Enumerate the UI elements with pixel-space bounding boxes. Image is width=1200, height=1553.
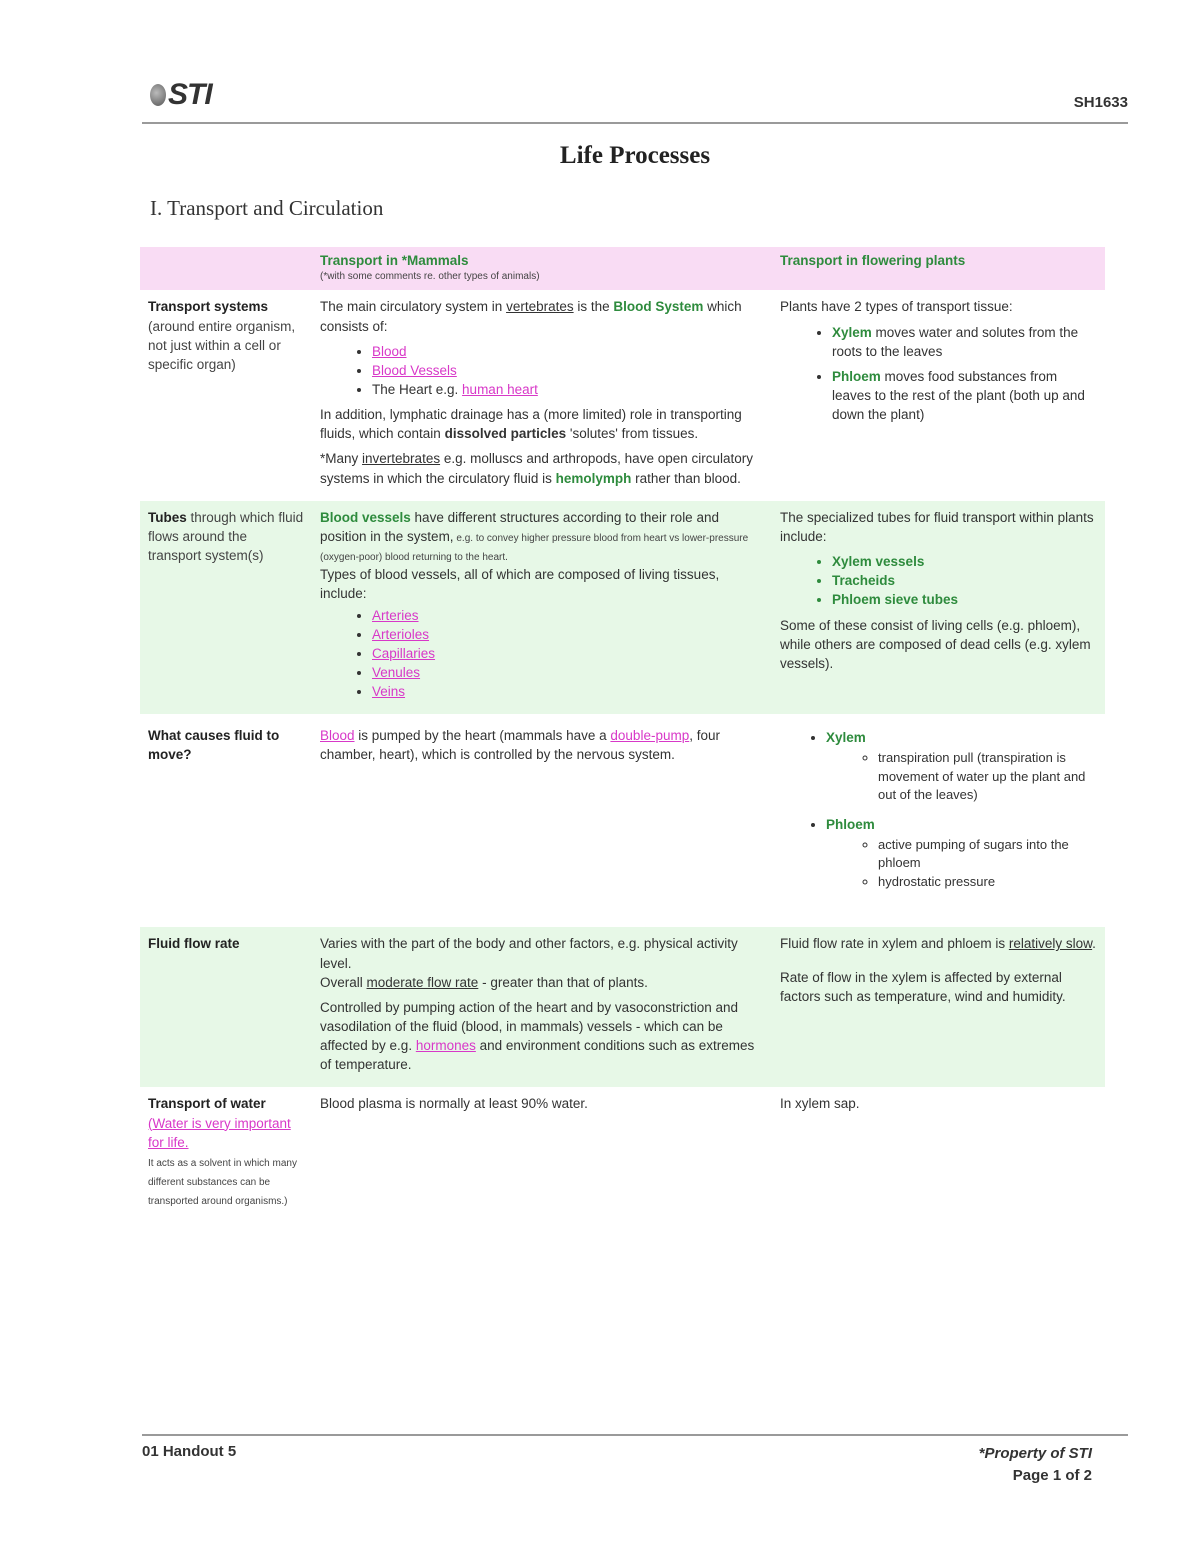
paragraph: Varies with the part of the body and other factors, e.g. physical activity level. — [320, 936, 738, 971]
list — [320, 342, 764, 399]
property-note: *Property of STI — [978, 1445, 1092, 1462]
paragraph: Some of these consist of living cells (e.g. phloem), while others are composed of dead cells (e.g. xylem vessels). — [780, 617, 1091, 671]
list — [780, 552, 1097, 609]
row-label — [140, 927, 312, 1087]
plants-cell: In xylem sap. — [780, 1096, 860, 1112]
list-item: ◦ hydrostatic pressure — [878, 873, 1097, 891]
list-item: • Phloem ◦ active pumping of sugars into the phloem ◦ hydrostatic pressure — [826, 815, 1097, 892]
list-item — [372, 625, 764, 644]
list-item: • Xylem vessels — [832, 552, 1097, 571]
handout-label: 01 Handout 5 — [142, 1443, 237, 1460]
row-head: Transport of water — [148, 1096, 266, 1112]
paragraph: Controlled by pumping action of the heart and by vasoconstriction and vasodilation of the fluid (blood, in mammals) vessels - which can be affected by e.g. hormones and environment conditions such as extremes of temperature. — [320, 999, 755, 1073]
paragraph: Rate of flow in the xylem is affected by external factors such as temperature, wind and humidity. — [780, 969, 1066, 1004]
table-row — [140, 290, 1105, 500]
list-item — [372, 682, 764, 701]
paragraph: Types of blood vessels, all of which are composed of living tissues, include: — [320, 567, 720, 602]
list-item — [372, 361, 764, 380]
header-mammals — [312, 247, 772, 290]
mammals-cell — [312, 501, 772, 715]
hormones-link[interactable]: hormones — [415, 1038, 476, 1054]
list-item: • The Heart e.g. human heart — [372, 380, 764, 399]
arteries-link[interactable]: Arteries — [372, 607, 419, 623]
list-item — [372, 663, 764, 682]
blood-vessels-link[interactable]: Blood Vessels — [372, 362, 457, 378]
plants-cell — [772, 927, 1105, 1087]
list-item: • Phloem moves food substances from leaves to the rest of the plant (both up and down the plant) — [832, 367, 1097, 424]
sub-list — [826, 749, 1097, 804]
paragraph: In addition, lymphatic drainage has a (more limited) role in transporting fluids, which contain dissolved particles 'solutes' from tissues. — [320, 407, 742, 442]
sti-logo: STI — [150, 78, 212, 112]
invertebrates-link[interactable]: invertebrates — [362, 451, 441, 467]
plants-cell — [772, 714, 1105, 927]
row-label — [140, 501, 312, 715]
row-head: Fluid flow rate — [148, 936, 240, 952]
row-sub: (around entire organism, not just within a cell or specific organ) — [148, 318, 296, 372]
list-item: • Xylem moves water and solutes from the roots to the leaves — [832, 323, 1097, 361]
row-note: It acts as a solvent in which many different substances can be transported around organisms.) — [148, 1157, 297, 1208]
table-row — [140, 927, 1105, 1087]
table-row — [140, 501, 1105, 715]
row-sub: through which fluid flows around the transport system(s) — [148, 509, 304, 564]
row-head: Tubes — [148, 509, 187, 525]
blood-link[interactable]: Blood — [372, 343, 407, 359]
list-item: ◦ transpiration pull (transpiration is movement of water up the plant and out of the leaves) — [878, 749, 1097, 804]
arterioles-link[interactable]: Arterioles — [372, 626, 430, 642]
header-plants — [772, 247, 1105, 290]
mammals-cell — [312, 927, 772, 1087]
list-item: • Xylem ◦ transpiration pull (transpiration is movement of water up the plant and out of the leaves) — [826, 728, 1097, 805]
page-number: Page 1 of 2 — [1012, 1466, 1092, 1484]
page-title: Life Processes — [559, 142, 711, 169]
document-code: SH1633 — [1073, 94, 1128, 111]
comparison-table — [140, 247, 1105, 1216]
mammals-cell: Blood plasma is normally at least 90% water. — [320, 1096, 588, 1112]
list-item: • Phloem sieve tubes — [832, 590, 1097, 609]
row-label — [140, 714, 312, 927]
list-item — [372, 606, 764, 625]
section-heading: I. Transport and Circulation — [150, 196, 384, 220]
double-pump-link[interactable]: double-pump — [610, 728, 690, 744]
footer-rule — [142, 1434, 1128, 1436]
table-header-row — [140, 247, 1105, 290]
plants-cell — [772, 501, 1105, 715]
header-mammals-note: (*with some comments re. other types of animals) — [320, 271, 540, 283]
header-empty-cell — [140, 247, 312, 290]
vertebrates-link[interactable]: vertebrates — [506, 299, 574, 315]
paragraph: Fluid flow rate in xylem and phloem is relatively slow. — [780, 936, 1096, 952]
mammals-cell — [312, 714, 772, 927]
paragraph: Blood vessels have different structures according to their role and position in the system, e.g. to convey higher pressure blood from heart vs lower-pressure (oxygen-poor) blood returning to the heart. — [320, 509, 749, 564]
list-item — [372, 342, 764, 361]
paragraph: The main circulatory system in vertebrates is the Blood System which consists of: — [320, 299, 742, 334]
plants-cell — [772, 290, 1105, 500]
globe-icon — [150, 84, 166, 106]
table-row — [140, 714, 1105, 927]
list — [780, 323, 1097, 425]
table-row — [140, 1087, 1105, 1216]
row-label — [140, 290, 312, 500]
list — [780, 728, 1097, 891]
list-item: • Tracheids — [832, 571, 1097, 590]
list — [320, 606, 764, 702]
blood-link[interactable]: Blood — [320, 728, 355, 744]
row-head: Transport systems — [148, 299, 269, 315]
paragraph: Plants have 2 types of transport tissue: — [780, 299, 1013, 315]
row-label — [140, 1087, 312, 1216]
paragraph: Blood is pumped by the heart (mammals have a double-pump, four chamber, heart), which is controlled by the nervous system. — [320, 728, 720, 763]
header-plants-title: Transport in flowering plants — [780, 253, 966, 268]
sub-list — [826, 836, 1097, 891]
veins-link[interactable]: Veins — [372, 684, 406, 700]
venules-link[interactable]: Venules — [372, 665, 421, 680]
header-rule — [142, 122, 1128, 124]
paragraph: Overall moderate flow rate - greater than that of plants. — [320, 974, 648, 990]
water-importance-link[interactable]: (Water is very important for life. — [148, 1115, 291, 1150]
row-head: What causes fluid to move? — [148, 728, 280, 763]
header-mammals-title: Transport in *Mammals — [320, 253, 469, 268]
list-item — [372, 644, 764, 663]
footer-right — [979, 1443, 1092, 1487]
human-heart-link[interactable]: human heart — [462, 381, 538, 397]
paragraph: *Many invertebrates e.g. molluscs and arthropods, have open circulatory systems in which the circulatory fluid is hemolymph rather than blood. — [320, 451, 753, 486]
list-item: ◦ active pumping of sugars into the phloem — [878, 836, 1097, 873]
paragraph: The specialized tubes for fluid transport within plants include: — [780, 509, 1094, 544]
capillaries-link[interactable]: Capillaries — [372, 645, 436, 661]
mammals-cell — [312, 290, 772, 500]
